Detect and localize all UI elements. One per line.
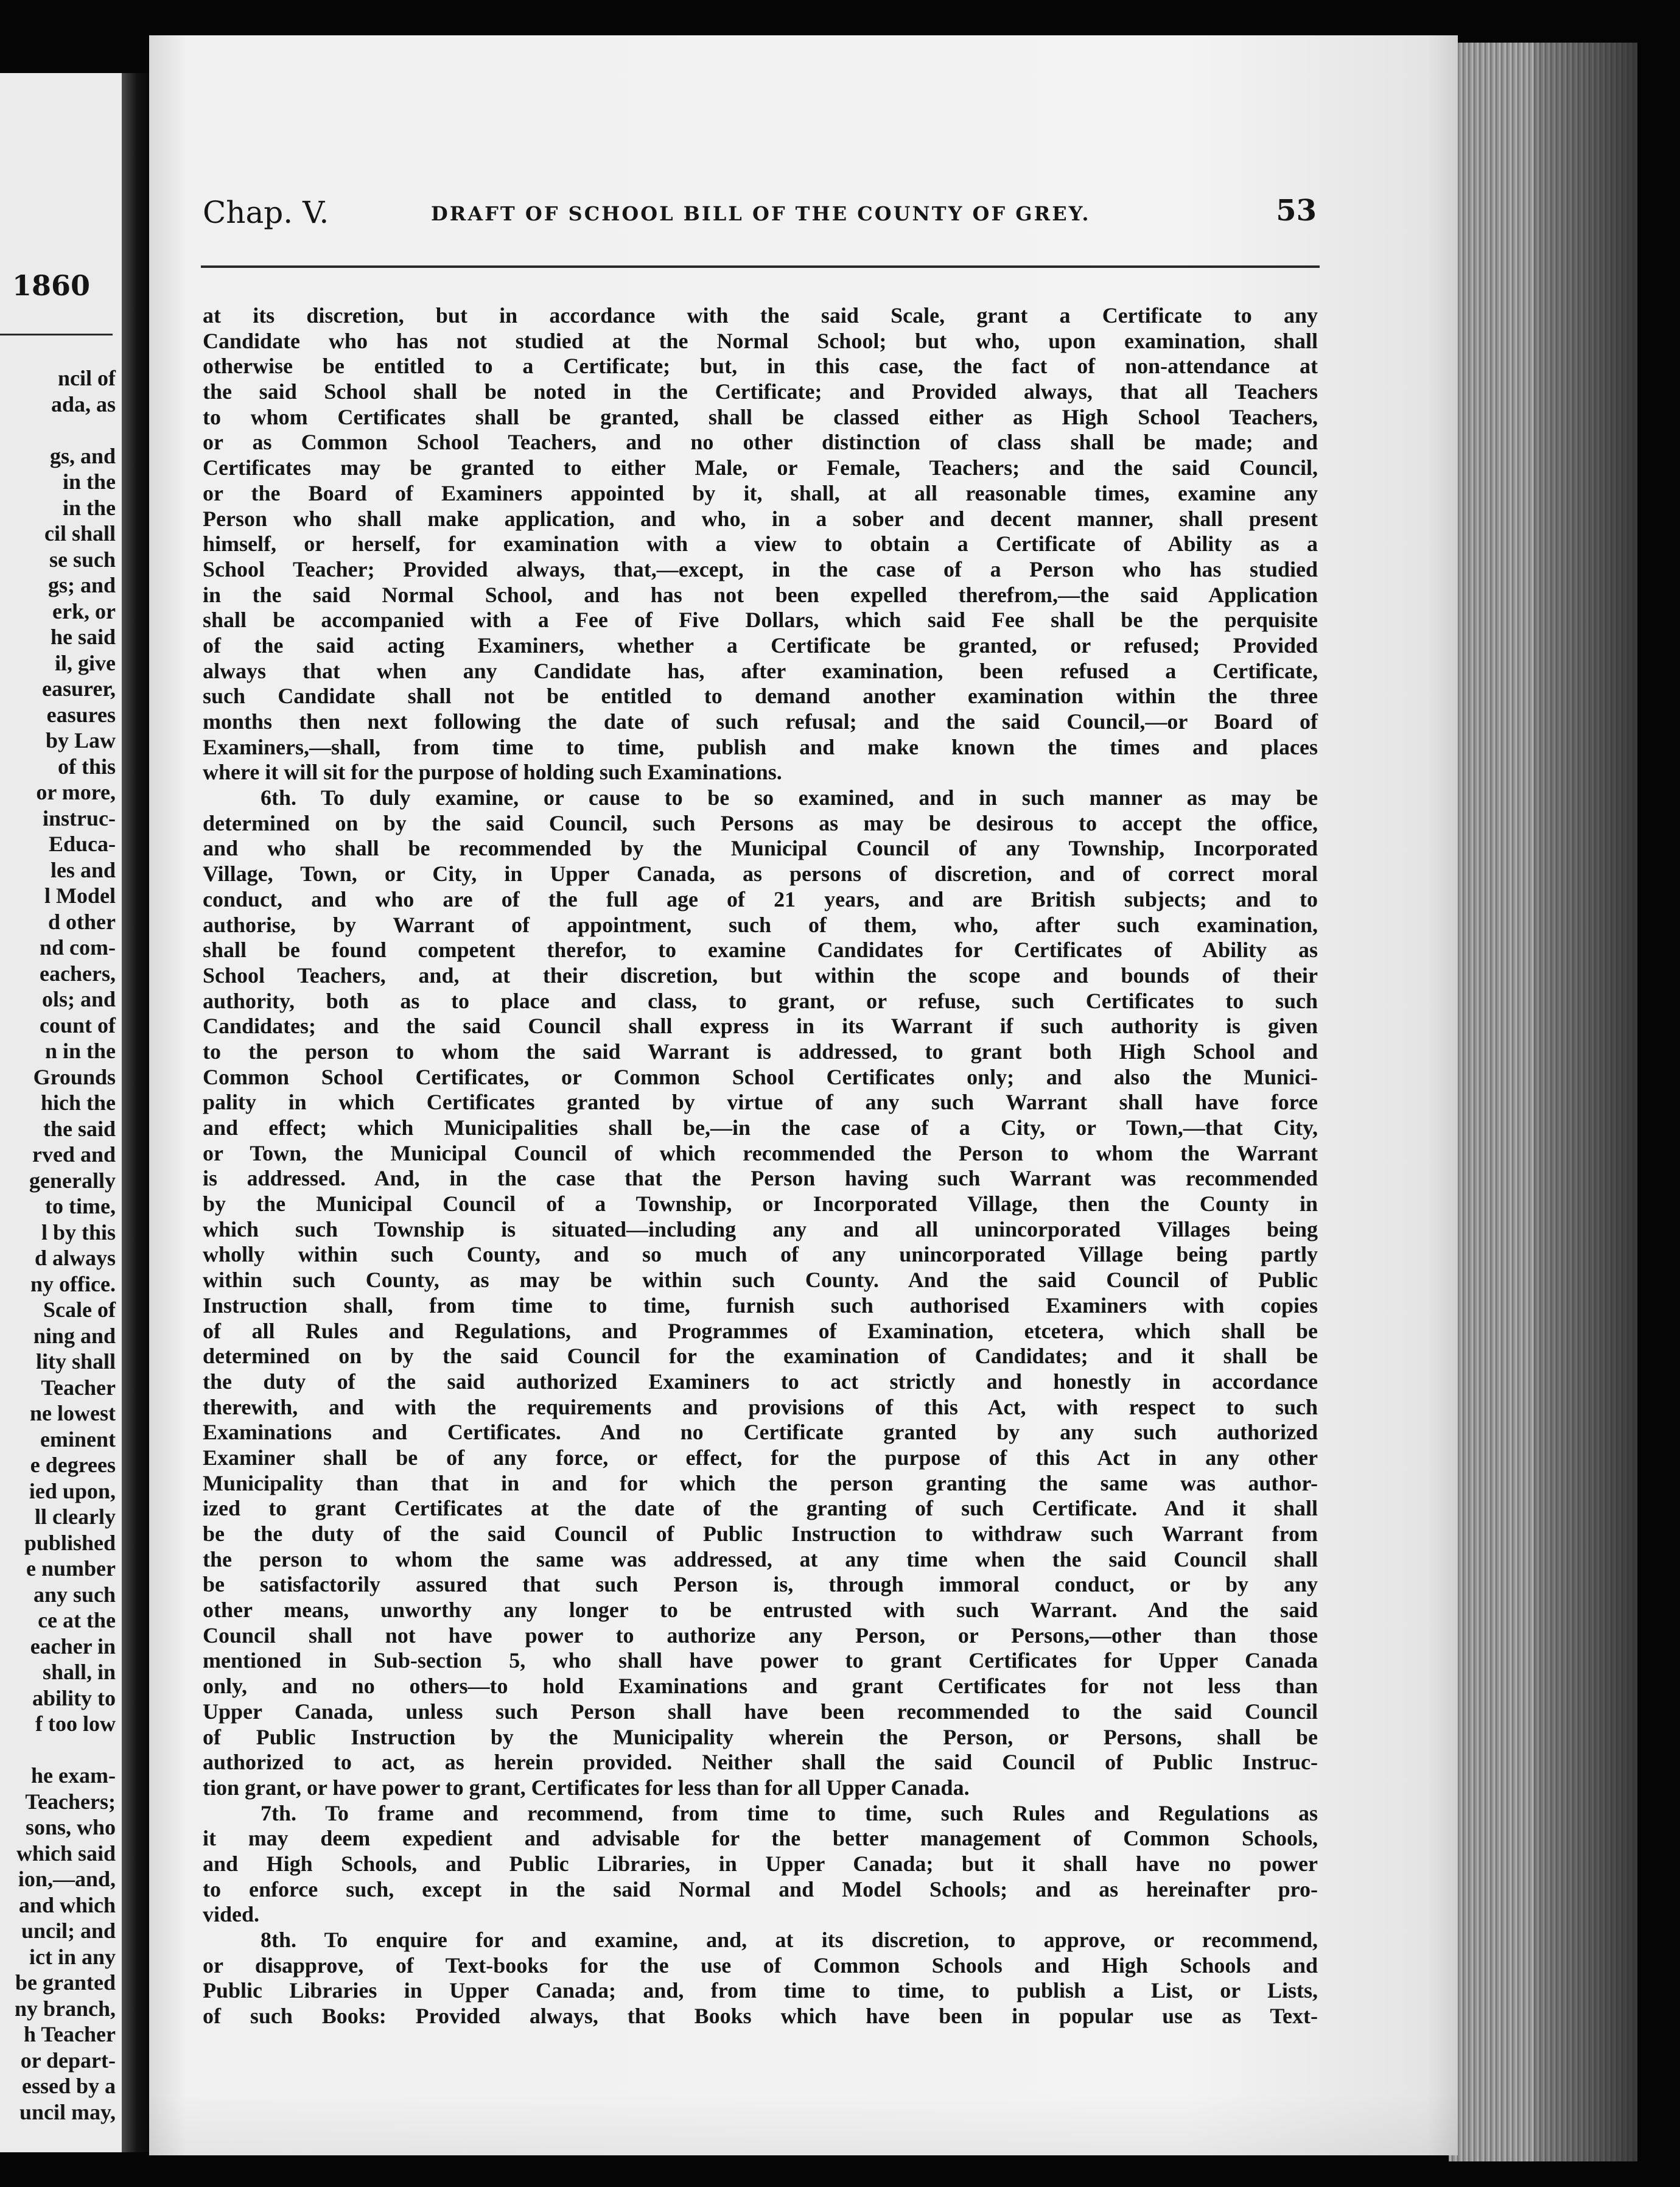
text-line: vided. xyxy=(203,1902,260,1927)
facing-page-line: of this xyxy=(57,754,116,779)
facing-page-line: l Model xyxy=(44,883,116,908)
facing-page-line: and which xyxy=(18,1892,116,1917)
text-line: other means, unworthy any longer to be entrusted with such Warrant. And the said xyxy=(203,1598,1318,1623)
facing-page-text xyxy=(0,365,116,2125)
text-line: is addressed. And, in the case that the Person having such Warrant was recommended xyxy=(203,1166,1318,1191)
facing-page-line xyxy=(0,417,116,443)
facing-page-line: hich the xyxy=(40,1090,116,1115)
text-line: ized to grant Certificates at the date of the granting of such Certificate. And it shall xyxy=(203,1496,1318,1521)
text-line: School Teacher; Provided always, that,—except, in the case of a Person who has studied xyxy=(203,556,1318,581)
facing-page-line: sons, who xyxy=(25,1815,116,1839)
text-line: Person who shall make application, and who, in a sober and decent manner, shall present xyxy=(203,506,1318,531)
text-line: Examiners,—shall, from time to time, publish and make known the times and places xyxy=(203,734,1318,759)
facing-page-line: he said xyxy=(50,625,116,649)
facing-page-line: easures xyxy=(46,702,116,727)
facing-page-line: ied upon, xyxy=(29,1478,116,1503)
text-line: such Candidate shall not be entitled to demand another examination within the three xyxy=(203,684,1318,709)
header-rule xyxy=(201,265,1320,268)
text-line: by the Municipal Council of a Township, or Incorporated Village, then the County in xyxy=(203,1192,1318,1216)
text-line: where it will sit for the purpose of holding such Examinations. xyxy=(203,760,782,785)
text-line: Council shall not have power to authorize any Person, or Persons,—other than those xyxy=(203,1623,1318,1648)
facing-page-line: eachers, xyxy=(40,961,116,986)
text-line: of all Rules and Regulations, and Programmes of Examination, etcetera, which shall be xyxy=(203,1318,1318,1343)
book-gutter xyxy=(122,73,149,2152)
text-line: the said School shall be noted in the Certificate; and Provided always, that all Teachers xyxy=(203,379,1318,404)
facing-page-line: cil shall xyxy=(44,521,116,546)
facing-page-line: gs; and xyxy=(47,573,116,597)
facing-page-line: nd com- xyxy=(40,935,116,960)
facing-page-fragment xyxy=(0,73,122,2152)
text-line: Upper Canada, unless such Person shall have been recommended to the said Council xyxy=(203,1699,1318,1724)
facing-page-line: ny office. xyxy=(30,1271,116,1296)
facing-page-line: published xyxy=(24,1530,116,1555)
text-line: conduct, and who are of the full age of 21 years, and are British subjects; and to xyxy=(203,886,1318,911)
text-line: Examinations and Certificates. And no Certificate granted by any such authorized xyxy=(203,1420,1318,1445)
text-line: to whom Certificates shall be granted, shall be classed either as High School Teachers, xyxy=(203,404,1318,429)
text-line: otherwise be entitled to a Certificate; but, in this case, the fact of non-attendance at xyxy=(203,354,1318,379)
facing-page-line: erk, or xyxy=(52,599,116,623)
facing-page-line: Educa- xyxy=(48,832,116,856)
facing-page-line: l by this xyxy=(41,1220,116,1244)
text-line: to the person to whom the said Warrant is addressed, to grant both High School and xyxy=(203,1039,1318,1064)
facing-page-line: the said xyxy=(43,1116,116,1141)
text-line: in the said Normal School, and has not been expelled therefrom,—the said Application xyxy=(203,582,1318,607)
page-number: 53 xyxy=(1276,194,1317,228)
facing-page-line: generally xyxy=(29,1168,116,1193)
text-line: months then next following the date of such refusal; and the said Council,—or Board of xyxy=(203,709,1318,734)
facing-page-line: ols; and xyxy=(41,987,116,1011)
text-line: within such County, as may be within such County. And the said Council of Public xyxy=(203,1268,1318,1293)
facing-page-line: be granted xyxy=(15,1970,116,1995)
facing-page-line: les and xyxy=(50,857,116,882)
facing-page-line: ability to xyxy=(32,1685,116,1710)
facing-page-line: f too low xyxy=(35,1711,116,1736)
text-line: authorized to act, as herein provided. Neither shall the said Council of Public Instruc- xyxy=(203,1750,1318,1775)
facing-page-line: Grounds xyxy=(33,1064,116,1089)
text-line: School Teachers, and, at their discretion, but within the scope and bounds of their xyxy=(203,963,1318,988)
main-page xyxy=(149,35,1458,2155)
facing-page-line: essed by a xyxy=(21,2074,116,2098)
text-line: or disapprove, of Text-books for the use of Common Schools and High Schools and xyxy=(203,1953,1318,1978)
facing-page-line: ny branch, xyxy=(14,1996,116,2021)
facing-page-line: rved and xyxy=(32,1142,116,1167)
facing-page-line: in the xyxy=(62,469,116,494)
facing-page-line: e degrees xyxy=(30,1453,116,1477)
text-line: which such Township is situated—including any and all unincorporated Villages being xyxy=(203,1216,1318,1241)
paragraph-start-line: 8th. To enquire for and examine, and, at its discretion, to approve, or recommend, xyxy=(261,1928,1318,1952)
facing-page-line: any such xyxy=(33,1582,116,1607)
facing-page-line: which said xyxy=(16,1841,116,1866)
text-line: shall be accompanied with a Fee of Five Dollars, which said Fee shall be the perquisite xyxy=(203,608,1318,633)
text-line: or as Common School Teachers, and no other distinction of class shall be made; and xyxy=(203,430,1318,455)
facing-page-line: or depart- xyxy=(20,2048,116,2073)
facing-page-line: shall, in xyxy=(42,1660,116,1684)
facing-page-line: ll clearly xyxy=(35,1504,116,1529)
text-line: the person to whom the same was addressed, at any time when the said Council shall xyxy=(203,1546,1318,1571)
text-line: the duty of the said authorized Examiners to act strictly and honestly in accordance xyxy=(203,1369,1318,1394)
facing-page-line: n in the xyxy=(44,1039,116,1063)
text-line: pality in which Certificates granted by virtue of any such Warrant shall have force xyxy=(203,1090,1318,1115)
text-line: wholly within such County, and so much of any unincorporated Village being partly xyxy=(203,1242,1318,1267)
facing-page-header: 1860 xyxy=(12,269,91,302)
facing-page-line: uncil may, xyxy=(19,2099,116,2124)
text-line: always that when any Candidate has, after examination, been refused a Certificate, xyxy=(203,658,1318,683)
running-title: DRAFT OF SCHOOL BILL OF THE COUNTY OF GREY. xyxy=(431,202,1091,225)
facing-page-line: lity shall xyxy=(35,1349,116,1374)
facing-page-line: by Law xyxy=(45,728,116,753)
text-line: it may deem expedient and advisable for the better management of Common Schools, xyxy=(203,1826,1318,1851)
text-line: himself, or herself, for examination with a view to obtain a Certificate of Ability as a xyxy=(203,532,1318,556)
text-line: Candidates; and the said Council shall express in its Warrant if such authority is given xyxy=(203,1014,1318,1039)
facing-page-line: ict in any xyxy=(29,1944,116,1969)
text-line: at its discretion, but in accordance with the said Scale, grant a Certificate to any xyxy=(203,303,1318,328)
text-line: authority, both as to place and class, to grant, or refuse, such Certificates to such xyxy=(203,988,1318,1013)
facing-page-line: e number xyxy=(26,1556,116,1581)
facing-page-line: ada, as xyxy=(51,391,116,416)
text-line: Certificates may be granted to either Male, or Female, Teachers; and the said Council, xyxy=(203,455,1318,480)
text-line: of the said acting Examiners, whether a Certificate be granted, or refused; Provided xyxy=(203,633,1318,658)
text-line: determined on by the said Council for the examination of Candidates; and it shall be xyxy=(203,1344,1318,1369)
facing-page-line: instruc- xyxy=(43,806,116,830)
text-line: Candidate who has not studied at the Normal School; but who, upon examination, shall xyxy=(203,328,1318,353)
facing-page-line: ne lowest xyxy=(30,1401,116,1425)
text-line: shall be found competent therefor, to examine Candidates for Certificates of Ability as xyxy=(203,938,1318,963)
text-line: Common School Certificates, or Common School Certificates only; and also the Munici- xyxy=(203,1064,1318,1089)
facing-page-line: easurer, xyxy=(42,676,116,701)
facing-page-line: eminent xyxy=(40,1427,116,1452)
facing-page-line: d other xyxy=(48,909,116,934)
chapter-label: Chap. V. xyxy=(203,195,329,230)
facing-page-line: count of xyxy=(40,1013,116,1037)
text-line: to enforce such, except in the said Normal and Model Schools; and as hereinafter pro- xyxy=(203,1876,1318,1901)
page-bottom-shadow xyxy=(149,2094,1458,2155)
text-line: Instruction shall, from time to time, furnish such authorised Examiners with copies xyxy=(203,1293,1318,1318)
text-line: Examiner shall be of any force, or effect, for the purpose of this Act in any other xyxy=(203,1445,1318,1470)
facing-page-line: in the xyxy=(62,495,116,520)
text-line: tion grant, or have power to grant, Certificates for less than for all Upper Canada. xyxy=(203,1775,970,1800)
text-line: of such Books: Provided always, that Books which have been in popular use as Text- xyxy=(203,2004,1318,2029)
facing-page-line xyxy=(0,1737,116,1763)
facing-page-line: gs, and xyxy=(49,443,116,468)
paragraph-start-line: 7th. To frame and recommend, from time to time, such Rules and Regulations as xyxy=(261,1800,1318,1825)
facing-page-line: d always xyxy=(34,1246,116,1270)
facing-page-line: uncil; and xyxy=(21,1918,116,1943)
text-line: mentioned in Sub-section 5, who shall have power to grant Certificates for Upper Canada xyxy=(203,1648,1318,1673)
facing-page-rule xyxy=(0,334,113,335)
facing-page-line: h Teacher xyxy=(23,2022,116,2046)
facing-page-line: Teacher xyxy=(41,1375,116,1400)
facing-page-line: Scale of xyxy=(43,1297,116,1322)
text-line: of Public Instruction by the Municipality wherein the Person, or Persons, shall be xyxy=(203,1724,1318,1749)
text-line: and who shall be recommended by the Municipal Council of any Township, Incorporated xyxy=(203,836,1318,861)
text-line: and effect; which Municipalities shall be,—in the case of a City, or Town,—that City, xyxy=(203,1115,1318,1140)
facing-page-line: ce at the xyxy=(38,1608,116,1632)
text-line: only, and no others—to hold Examinations and grant Certificates for not less than xyxy=(203,1674,1318,1699)
page-header xyxy=(203,195,1317,244)
text-line: determined on by the said Council, such Persons as may be desirous to accept the office, xyxy=(203,810,1318,835)
facing-page-line: il, give xyxy=(55,650,116,675)
text-line: or the Board of Examiners appointed by it, shall, at all reasonable times, examine any xyxy=(203,480,1318,505)
facing-page-line: he exam- xyxy=(31,1763,116,1788)
text-line: Municipality than that in and for which the person granting the same was author- xyxy=(203,1470,1318,1495)
page-edges-shadow xyxy=(1534,43,1637,2161)
facing-page-line: or more, xyxy=(36,780,116,804)
text-line: or Town, the Municipal Council of which recommended the Person to whom the Warrant xyxy=(203,1140,1318,1165)
facing-page-line: ion,—and, xyxy=(18,1867,116,1891)
facing-page-line: ncil of xyxy=(58,366,116,390)
facing-page-line: ning and xyxy=(33,1323,116,1348)
facing-page-line: se such xyxy=(49,547,116,572)
text-line: and High Schools, and Public Libraries, in Upper Canada; but it shall have no power xyxy=(203,1851,1318,1876)
text-line: Village, Town, or City, in Upper Canada, as persons of discretion, and of correct moral xyxy=(203,862,1318,886)
paragraph-start-line: 6th. To duly examine, or cause to be so examined, and in such manner as may be xyxy=(261,785,1318,810)
text-line: be satisfactorily assured that such Person is, through immoral conduct, or by any xyxy=(203,1572,1318,1597)
text-line: Public Libraries in Upper Canada; and, from time to time, to publish a List, or Lists, xyxy=(203,1978,1318,2003)
text-line: therewith, and with the requirements and provisions of this Act, with respect to such xyxy=(203,1394,1318,1419)
facing-page-line: Teachers; xyxy=(25,1789,116,1814)
text-line: authorise, by Warrant of appointment, such of them, who, after such examination, xyxy=(203,912,1318,937)
facing-page-line: to time, xyxy=(45,1194,116,1218)
body-text xyxy=(203,303,1318,2029)
facing-page-line: eacher in xyxy=(30,1634,116,1659)
text-line: be the duty of the said Council of Public Instruction to withdraw such Warrant from xyxy=(203,1522,1318,1546)
